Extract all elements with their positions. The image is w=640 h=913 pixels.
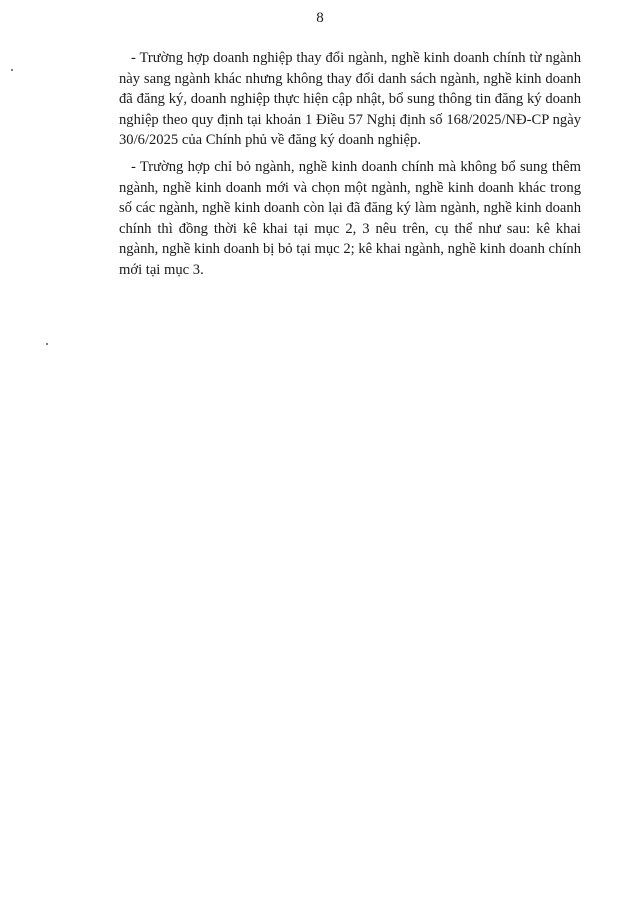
paragraph-remove-main-business-line: - Trường hợp chỉ bỏ ngành, nghề kinh doanh chính mà không bổ sung thêm ngành, nghề kinh doanh mới và chọn một ngành, nghề kinh doanh khác trong số các ngành, nghề kinh doanh còn lại đã đăng ký làm ngành, nghề kinh doanh chính thì đồng thời kê khai tại mục 2, 3 nêu trên, cụ thể như sau: kê khai ngành, nghề kinh doanh bị bỏ tại mục 2; kê khai ngành, nghề kinh doanh chính mới tại mục 3. xyxy=(119,158,581,278)
paragraph-change-main-business-line: - Trường hợp doanh nghiệp thay đổi ngành, nghề kinh doanh chính từ ngành này sang ngành khác nhưng không thay đổi danh sách ngành, nghề kinh doanh đã đăng ký, doanh nghiệp thực hiện cập nhật, bổ sung thông tin đăng ký doanh nghiệp theo quy định tại khoản 1 Điều 57 Nghị định số 168/2025/NĐ-CP ngày 30/6/2025 của Chính phủ về đăng ký doanh nghiệp. xyxy=(119,50,581,149)
scan-speck xyxy=(46,343,48,345)
document-body xyxy=(119,48,581,287)
page-number: 8 xyxy=(316,10,324,26)
scan-speck xyxy=(11,69,13,71)
